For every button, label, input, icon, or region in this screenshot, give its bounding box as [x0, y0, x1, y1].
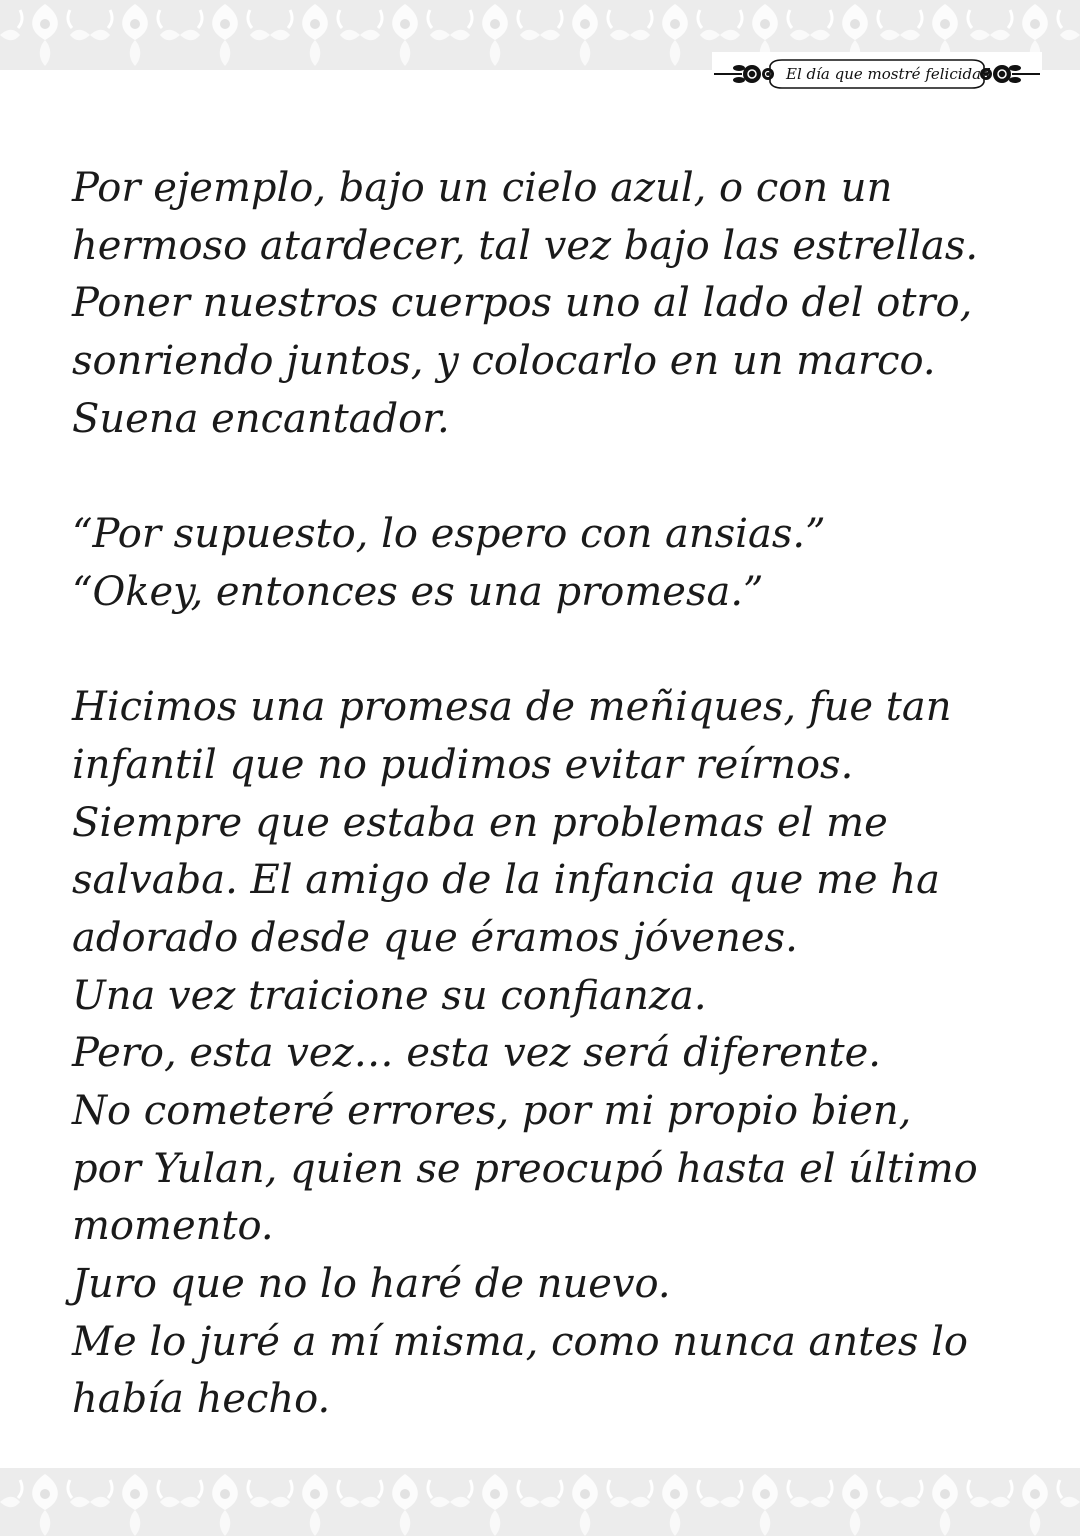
text-line: Por ejemplo, bajo un cielo azul, o con un [72, 165, 893, 211]
text-line: No cometeré errores, por mi propio bien, [72, 1088, 912, 1134]
paragraph [72, 160, 1032, 448]
paragraph [72, 679, 1032, 1429]
text-line: infantil que no pudimos evitar reírnos. [72, 741, 854, 788]
chapter-title: El día que mostré felicidad [786, 65, 991, 83]
text-line: salvaba. El amigo de la infancia que me ha [72, 857, 940, 904]
dialogue-line: “Por supuesto, lo espero con ansias.” [72, 511, 826, 558]
text-line: por Yulan, quien se preocupó hasta el último [72, 1145, 978, 1192]
dialogue-line: “Okey, entonces es una promesa.” [72, 568, 764, 615]
text-line: Juro que no lo haré de nuevo. [72, 1261, 671, 1308]
paragraph-gap [72, 622, 1032, 680]
damask-pattern [0, 1468, 1080, 1536]
text-line: Suena encantador. [72, 395, 450, 442]
story-text [72, 160, 1032, 1429]
text-line: hermoso atardecer, tal vez bajo las estrellas. [72, 222, 979, 269]
text-line: momento. [72, 1203, 274, 1250]
chapter-header [712, 52, 1042, 96]
text-line: había hecho. [72, 1376, 331, 1423]
text-line: adorado desde que éramos jóvenes. [72, 914, 798, 961]
text-line: Hicimos una promesa de meñiques, fue tan [72, 684, 952, 731]
paragraph [72, 506, 1032, 621]
text-line: Siempre que estaba en problemas el me [72, 799, 888, 846]
text-line: Me lo juré a mí misma, como nunca antes lo [72, 1318, 968, 1365]
paragraph-gap [72, 448, 1032, 506]
damask-border-bottom [0, 1468, 1080, 1536]
text-line: Poner nuestros cuerpos uno al lado del otro, [72, 280, 973, 327]
text-line: sonriendo juntos, y colocarlo en un marco. [72, 338, 936, 385]
text-line: Pero, esta vez… esta vez será diferente. [72, 1030, 881, 1077]
text-line: Una vez traicione su confianza. [72, 972, 707, 1019]
